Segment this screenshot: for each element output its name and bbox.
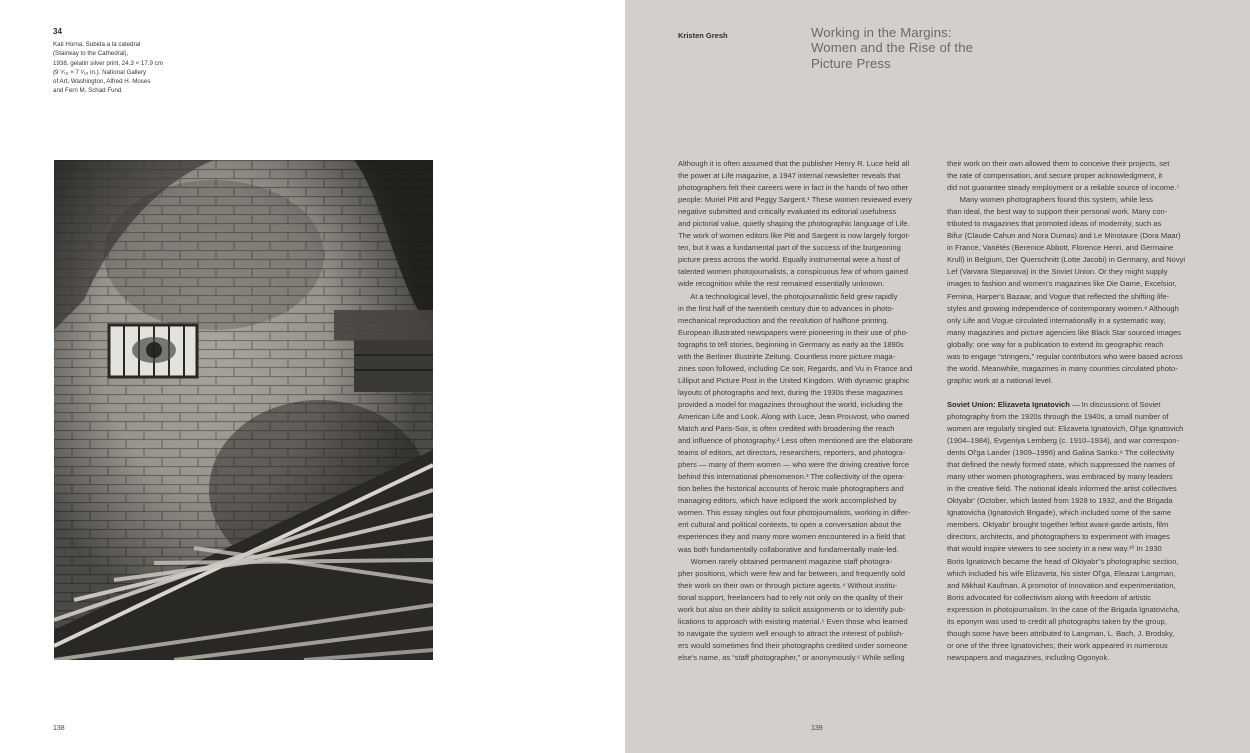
body-line: styles and growing independence of contemporary women.⁸ Although	[947, 303, 1179, 313]
body-line: the rate of compensation, and secure proper acknowledgment, it	[947, 171, 1163, 181]
body-line: their work on their own or through picture agents.⁴ Without institu-	[678, 580, 898, 590]
body-line: members. Oktyabr' brought together leftist avant-garde artists, film	[947, 520, 1169, 530]
body-column-2	[947, 158, 1199, 664]
body-line: that defined the newly formed state, which suppressed the names of	[947, 460, 1175, 470]
body-line: The work of women editors like Pitt and Sargent is now largely forgot-	[678, 231, 910, 241]
body-line: zines soon followed, including Ce soir, Regards, and Vu in France and	[678, 363, 913, 373]
figure-number: 34	[53, 27, 62, 36]
body-line: to navigate the system well enough to attract the interest of publish-	[678, 628, 904, 638]
body-line: and influence of photography.² Less often mentioned are the elaborate	[678, 436, 913, 446]
stairway-photograph	[54, 160, 433, 660]
body-line: dents Ol'ga Lander (1909–1996) and Galina Sanko.⁹ The collectivity	[947, 448, 1175, 458]
title-line: Working in the Margins:	[811, 25, 952, 40]
body-line: people: Muriel Pitt and Peggy Sargent.¹ These women reviewed every	[678, 195, 912, 205]
body-line: in France, Variétés (Berenice Abbott, Florence Henri, and Germaine	[947, 243, 1174, 253]
body-line: their work on their own allowed them to conceive their projects, set	[947, 159, 1170, 168]
body-line: that would inspire viewers to see society in a new way.¹⁰ In 1930	[947, 544, 1162, 554]
caption-line: 1938, gelatin silver print, 24.3 × 17.9 cm	[53, 59, 163, 67]
body-line: Women rarely obtained permanent magazine staff photogra-	[678, 556, 893, 566]
body-line: provided a model for magazines throughout the world, including the	[678, 399, 903, 409]
body-line: women. This essay singles out four photojournalists, working in differ-	[678, 508, 911, 518]
body-line: than ideal, the best way to support their personal work. Many con-	[947, 207, 1168, 217]
body-line: Oktyabr' (October, which lasted from 1928 to 1932, and the Brigada	[947, 496, 1173, 506]
page-number: 138	[53, 725, 65, 732]
body-line: Femina, Harper's Bazaar, and Vogue that reflected the shifting life-	[947, 291, 1170, 301]
body-column-1	[678, 158, 930, 664]
body-line: and Mikhail Kaufman. A promotor of innovation and experimentation,	[947, 580, 1176, 590]
body-line: negative submitted and critically evaluated its editorial usefulness	[678, 207, 897, 217]
body-line: Many women photographers found this system, while less	[947, 195, 1153, 205]
body-line: lications to approach with existing material.⁵ Even those who learned	[678, 616, 908, 626]
body-line: European illustrated newspapers were pioneering in their use of pho-	[678, 327, 909, 337]
caption-line: (Stairway to the Cathedral),	[53, 50, 129, 58]
body-line: its eponym was used to credit all photographs taken by the group,	[947, 616, 1167, 626]
section-first-line-text: — In discussions of Soviet	[1069, 399, 1161, 409]
section-first-line	[947, 399, 1199, 411]
body-line: the power at Life magazine, a 1947 internal newsletter reveals that	[678, 171, 901, 181]
body-line: phers — many of them women — who were the driving creative force	[678, 460, 910, 470]
body-line: picture press across the world. Equally instrumental were a host of	[678, 255, 900, 265]
caption-line: of Art, Washington, Alfred H. Moses	[53, 78, 151, 86]
body-line: managing editors, which have eclipsed the work accomplished by	[678, 496, 897, 506]
body-line: directors, architects, and photographers to experiment with images	[947, 532, 1170, 542]
caption-line: Kati Horna, Subida a la catedral	[53, 41, 141, 48]
body-line: Lef (Varvara Stepanova) in the Soviet Union. Or they might supply	[947, 267, 1168, 277]
body-line: women are regularly singled out: Elizaveta Ignatovich, Ol'ga Ignatovich	[947, 423, 1184, 433]
body-line: newspapers and magazines, including Ogonyok.	[947, 652, 1110, 662]
body-line: Although it is often assumed that the publisher Henry R. Luce held all	[678, 159, 910, 168]
body-line: wide recognition while the rest remained essentially unknown.	[678, 279, 885, 289]
body-line: images to fashion and women's magazines like Die Dame, Excelsior,	[947, 279, 1177, 289]
body-line: did not guarantee steady employment or a reliable source of income.⁷	[947, 183, 1180, 193]
body-line: the world. Meanwhile, magazines in many countries circulated photo-	[947, 363, 1178, 373]
body-line: graphic work at a national level.	[947, 375, 1053, 385]
body-line: pher positions, which were few and far between, and frequently sold	[678, 568, 905, 578]
body-line: which included his wife Elizaveta, his sister Ol'ga, Eleazar Langman,	[947, 568, 1176, 578]
body-line: only Life and Vogue circulated internationally in a systematic way,	[947, 315, 1166, 325]
section-heading: Soviet Union: Elizaveta Ignatovich	[947, 399, 1070, 409]
body-line: photography from the 1920s through the 1940s, a small number of	[947, 411, 1169, 421]
essay-title	[811, 25, 1011, 71]
body-line: American Life and Look. Along with Luce, Jean Prouvost, who owned	[678, 411, 910, 421]
title-line: Picture Press	[811, 55, 891, 71]
body-line: Ignatovicha (Ignatovich Brigade), which included some of the same	[947, 508, 1172, 518]
body-line: tributed to magazines that promoted ideas of modernity, such as	[947, 219, 1162, 229]
body-line: Boris advocated for collectivism along with freedom of artistic	[947, 592, 1151, 602]
page-number: 139	[811, 725, 823, 732]
body-line: teams of editors, art directors, researchers, reporters, and photogra-	[678, 448, 906, 458]
body-line: in the first half of the twentieth century due to advances in photo-	[678, 303, 895, 313]
author-name: Kristen Gresh	[678, 31, 728, 40]
body-line: mechanical reproduction and the revolution of halftone printing.	[678, 315, 889, 325]
body-line: At a technological level, the photojournalistic field grew rapidly	[678, 291, 898, 301]
body-line: tion belies the historical accounts of heroic male photographers and	[678, 484, 904, 494]
body-line: was to engage “stringers,” regular contributors who were based across	[947, 351, 1183, 361]
body-line: layouts of photographs and text, during the 1930s these magazines	[678, 387, 903, 397]
body-line: Lilliput and Picture Post in the United Kingdom. With dynamic graphic	[678, 375, 910, 385]
body-line: Krull) in Belgium, Der Querschnitt (Lotte Jacobi) in Germany, and Novyi	[947, 255, 1186, 265]
body-line: or one of the three Ignatoviches; their work appeared in numerous	[947, 640, 1168, 650]
body-line: work but also on their ability to solicit assignments or to identify pub-	[678, 604, 906, 614]
body-line: and pictorial value, quietly shaping the photographic language of Life.	[678, 219, 910, 229]
caption-line: and Fern M. Schad Fund	[53, 87, 122, 95]
body-line: with the Berliner Illustrirte Zeitung. Countless more picture maga-	[678, 351, 896, 361]
body-line: talented women photojournalists, a conspicuous few of whom gained	[678, 267, 908, 277]
body-line: Match and Paris-Soir, is often credited with broadening the reach	[678, 424, 895, 434]
body-line: experiences they and many more women encountered in a field that	[678, 532, 905, 542]
body-line: globally: one way for a publication to extend its geographic reach	[947, 339, 1164, 349]
body-line: was both fundamentally collaborative and fundamentally male-led.	[678, 544, 899, 554]
body-line: Bifur (Claude Cahun and Nora Dumas) and Le Minotaure (Dora Maar)	[947, 231, 1181, 241]
body-line: photographers felt their careers were in fact in the hands of two other	[678, 183, 909, 193]
title-line: Women and the Rise of the	[811, 40, 974, 56]
body-line: ers would sometimes find their photographs credited under someone	[678, 640, 908, 650]
body-line: expression in photojournalism. In the case of the Brigada Ignatovicha,	[947, 604, 1180, 614]
body-line: else's name, as “staff photographer,” or anonymously.⁶ While selling	[678, 652, 905, 662]
body-line: tional support, freelancers had to rely not only on the quality of their	[678, 592, 903, 602]
body-line: behind this international phenomenon.³ The collectivity of the opera-	[678, 472, 905, 482]
body-line: in the creative field. The national ideals informed the artist collectives	[947, 484, 1177, 494]
body-line: many magazines and picture agencies like Black Star sourced images	[947, 327, 1182, 337]
body-line: Boris Ignatovich became the head of Oktyabr''s photographic section,	[947, 556, 1179, 566]
figure-caption	[53, 40, 173, 96]
body-line: tographs to tell stories, beginning in Germany as early as the 1890s	[678, 339, 904, 349]
body-line: though some have been attributed to Langman, L. Bach, J. Brodsky,	[947, 628, 1175, 638]
body-line: (1904–1984), Evgeniya Lemberg (c. 1910–1934), and war correspon-	[947, 436, 1180, 446]
body-line: many other women photographers, was embraced by many leaders	[947, 472, 1173, 482]
body-line: ent cultural and political contexts, to open a conversation about the	[678, 520, 902, 530]
caption-line: (9 ⁹⁄₁₆ × 7 ¹⁄₁₆ in.). National Gallery	[53, 68, 147, 76]
body-line: ten, but it was a fundamental part of the success of the burgeoning	[678, 243, 901, 253]
